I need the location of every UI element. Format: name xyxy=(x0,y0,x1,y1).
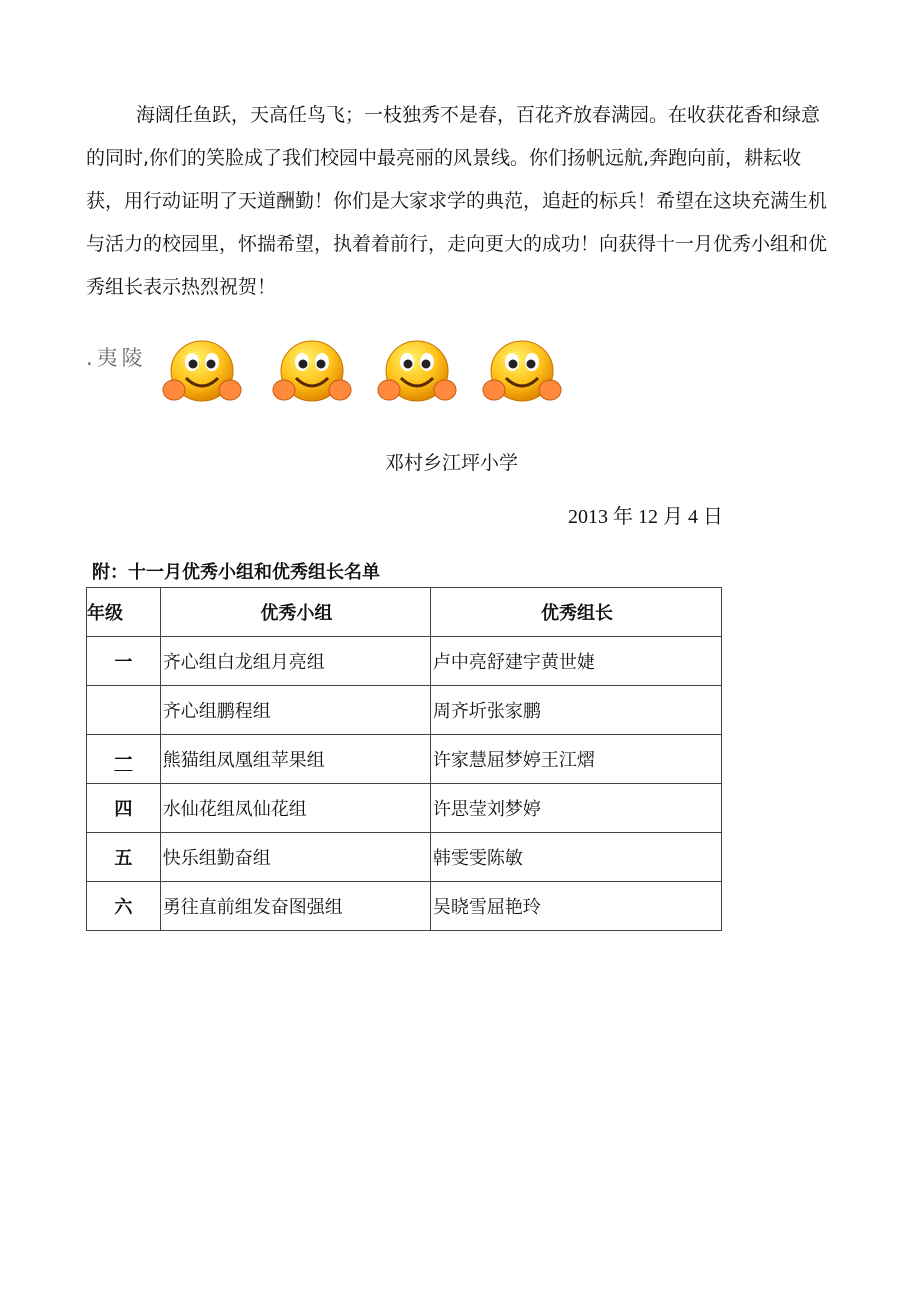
smiley-face-icon xyxy=(480,336,564,410)
table-header-row xyxy=(87,588,722,637)
watermark-text: .夷陵 xyxy=(86,346,147,370)
groups-cell: 齐心组鹏程组 xyxy=(160,686,430,735)
header-grade: 年级 xyxy=(87,588,161,637)
leaders-cell: 卢中亮舒建宇黄世婕 xyxy=(430,637,721,686)
groups-cell: 勇往直前组发奋图强组 xyxy=(160,882,430,931)
awards-table xyxy=(86,587,722,931)
school-signature: 邓村乡江坪小学 xyxy=(385,452,519,474)
leaders-cell: 许思莹刘梦婷 xyxy=(430,784,721,833)
header-groups: 优秀小组 xyxy=(160,588,430,637)
appendix-title: 附：十一月优秀小组和优秀组长名单 xyxy=(92,562,380,583)
letter-date: 2013 年 12 月 4 日 xyxy=(568,506,723,528)
smiley-face-icon xyxy=(270,336,354,410)
grade-text: 一 xyxy=(114,750,133,771)
grade-cell xyxy=(87,735,161,784)
grade-cell xyxy=(87,686,161,735)
groups-cell: 水仙花组凤仙花组 xyxy=(160,784,430,833)
table-row xyxy=(87,882,722,931)
grade-cell: 一 xyxy=(87,637,161,686)
leaders-cell: 吴晓雪屈艳玲 xyxy=(430,882,721,931)
table-row xyxy=(87,784,722,833)
leaders-cell: 韩雯雯陈敏 xyxy=(430,833,721,882)
groups-cell: 快乐组勤奋组 xyxy=(160,833,430,882)
leaders-cell: 许家慧屈梦婷王江熠 xyxy=(430,735,721,784)
grade-cell: 五 xyxy=(87,833,161,882)
groups-cell: 熊猫组凤凰组苹果组 xyxy=(160,735,430,784)
grade-cell: 六 xyxy=(87,882,161,931)
table-row xyxy=(87,833,722,882)
header-leaders: 优秀组长 xyxy=(430,588,721,637)
smiley-face-icon xyxy=(160,336,244,410)
smiley-face-icon xyxy=(375,336,459,410)
smiley-row xyxy=(0,336,920,411)
congratulation-paragraph: 海阔任鱼跃，天高任鸟飞；一枝独秀不是春，百花齐放春满园。在收获花香和绿意的同时,你们的笑脸成了我们校园中最亮丽的风景线。你们扬帆远航,奔跑向前，耕耘收获，用行动证明了天道酬勤！你们是大家求学的典范，追赶的标兵！希望在这块充满生机与活力的校园里，怀揣希望，执着着前行，走向更大的成功！向获得十一月优秀小组和优秀组长表示热烈祝贺！ xyxy=(86,104,828,298)
table-row xyxy=(87,686,722,735)
grade-cell: 四 xyxy=(87,784,161,833)
table-row xyxy=(87,735,722,784)
table-row xyxy=(87,637,722,686)
leaders-cell: 周齐圻张家鹏 xyxy=(430,686,721,735)
groups-cell: 齐心组白龙组月亮组 xyxy=(160,637,430,686)
